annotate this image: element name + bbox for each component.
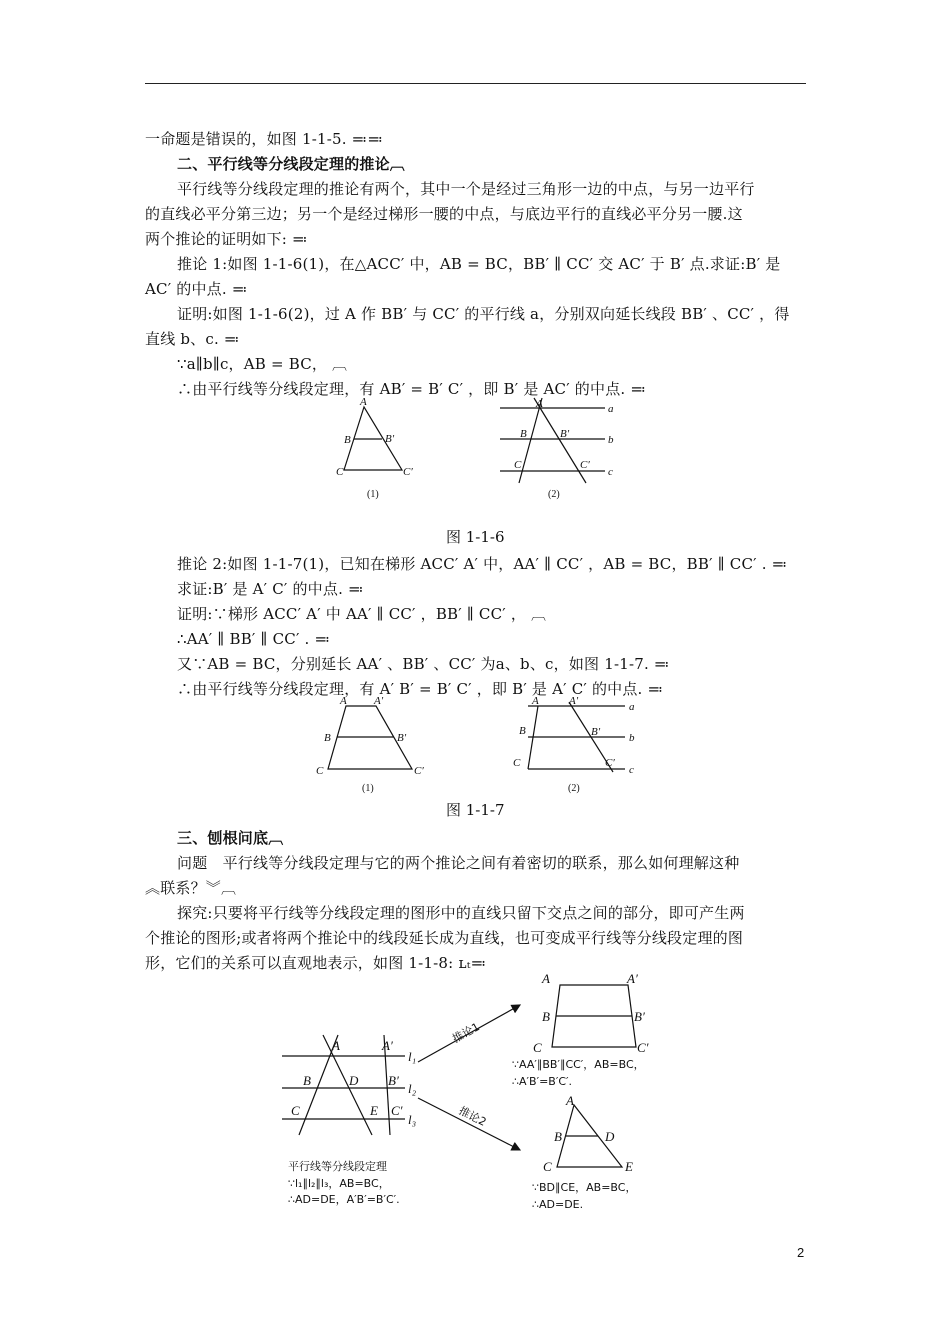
text-line: 推论 2:如图 1-1-7(1)，已知在梯形 ACC′ A′ 中，AA′ ∥ CC′ ，AB = BC，BB′ ∥ CC′ . ≕ (177, 555, 788, 573)
svg-text:C: C (513, 757, 521, 769)
svg-text:A: A (532, 695, 539, 707)
svg-text:a: a (608, 403, 614, 415)
text-line: ∵a∥b∥c，AB = BC， ︹ (177, 355, 348, 373)
text-line: 平行线等分线段定理的推论有两个，其中一个是经过三角形一边的中点，与另一边平行 (177, 180, 755, 198)
svg-text:C: C (543, 1159, 552, 1174)
fig8-c1-given: ∵AA′∥BB′∥CC′，AB=BC， (512, 1058, 645, 1071)
text-line: ∴由平行线等分线段定理，有 A′ B′ = B′ C′ ，即 B′ 是 A′ C′ 的中点. ≕ (177, 680, 664, 698)
section-heading: 三、刨根问底︹ (177, 829, 284, 847)
svg-text:c: c (608, 466, 613, 478)
figure-1-1-6-2 (490, 395, 630, 505)
header-rule (145, 83, 806, 84)
svg-text:A: A (332, 1038, 340, 1053)
svg-text:D: D (605, 1129, 615, 1144)
text-line: 两个推论的证明如下: ≕ (145, 230, 308, 248)
svg-text:E: E (370, 1103, 378, 1118)
sub-label: (2) (548, 489, 560, 500)
svg-text:B: B (324, 732, 331, 744)
svg-text:B: B (519, 725, 526, 737)
text-line: ∴AA′ ∥ BB′ ∥ CC′ . ≕ (177, 630, 331, 648)
arrow-label: 推论1 (450, 1020, 482, 1046)
svg-text:l₃: l₃ (408, 1112, 417, 1127)
figure-caption: 图 1-1-7 (446, 801, 505, 819)
sub-label: (1) (362, 783, 374, 794)
figure-caption: 图 1-1-6 (446, 528, 505, 546)
svg-text:B′: B′ (388, 1073, 399, 1088)
text-line: 推论 1:如图 1-1-6(1)，在△ACC′ 中，AB = BC，BB′ ∥ CC′ 交 AC′ 于 B′ 点.求证:B′ 是 (177, 255, 781, 273)
fig8-c2-conclusion: ∴AD=DE. (532, 1198, 584, 1211)
svg-text:A: A (536, 398, 543, 410)
text-line: 的直线必平分第三边；另一个是经过梯形一腰的中点，与底边平行的直线必平分另一腰.这 (145, 205, 743, 223)
text-line: 形，它们的关系可以直观地表示，如图 1-1-8: ʟₜ≕ (145, 954, 487, 972)
svg-text:l₂: l₂ (408, 1081, 417, 1096)
figure-1-1-7-2 (505, 692, 645, 797)
text-line: 探究:只要将平行线等分线段定理的图形中的直线只留下交点之间的部分，即可产生两 (177, 904, 745, 922)
svg-text:B: B (303, 1073, 311, 1088)
section-heading: 二、平行线等分线段定理的推论︹ (177, 155, 406, 173)
svg-text:C: C (291, 1103, 300, 1118)
svg-text:B: B (554, 1129, 562, 1144)
fig8-c2-given: ∵BD∥CE，AB=BC， (532, 1181, 637, 1194)
svg-text:C′: C′ (414, 765, 424, 777)
text-line: 又∵AB = BC，分别延长 AA′ 、BB′ 、CC′ 为a、b、c，如图 1-1-7. ≕ (177, 655, 670, 673)
svg-text:A: A (340, 695, 347, 707)
fig8-main-conclusion: ∴AD=DE，A′B′=B′C′. (288, 1193, 400, 1206)
figure-1-1-8 (270, 965, 690, 1225)
svg-text:D: D (349, 1073, 359, 1088)
fig8-main-title: 平行线等分线段定理 (288, 1160, 387, 1173)
svg-text:C: C (514, 459, 522, 471)
text-line: 证明:∵梯形 ACC′ A′ 中 AA′ ∥ CC′ ，BB′ ∥ CC′ ， ︹ (177, 605, 547, 623)
svg-text:a: a (629, 701, 635, 713)
svg-text:b: b (608, 434, 614, 446)
svg-text:B: B (542, 1009, 550, 1024)
arrow-label: 推论2 (456, 1104, 489, 1129)
svg-text:A′: A′ (569, 695, 579, 707)
text-line: 问题 平行线等分线段定理与它的两个推论之间有着密切的联系，那么如何理解这种 (177, 854, 740, 872)
text-line: 证明:如图 1-1-6(2)，过 A 作 BB′ 与 CC′ 的平行线 a，分别双向延长线段 BB′ 、CC′ ，得 (177, 305, 790, 323)
figure-1-1-6-1 (330, 395, 430, 505)
svg-text:C′: C′ (580, 459, 590, 471)
svg-text:A′: A′ (627, 971, 638, 986)
svg-text:B′: B′ (560, 428, 570, 440)
fig8-main-given: ∵l₁∥l₂∥l₃，AB=BC， (288, 1177, 390, 1190)
text-line: ︽联系？︾︹ (145, 879, 237, 897)
sub-label: (2) (568, 783, 580, 794)
svg-text:B: B (344, 434, 351, 446)
sub-label: (1) (367, 489, 379, 500)
svg-text:A: A (542, 971, 550, 986)
svg-text:C: C (533, 1040, 542, 1055)
svg-text:A′: A′ (374, 695, 384, 707)
svg-text:C′: C′ (637, 1040, 649, 1055)
svg-text:B′: B′ (397, 732, 407, 744)
text-line: 直线 b、c. ≕ (145, 330, 240, 348)
text-line: AC′ 的中点. ≕ (145, 280, 248, 298)
svg-text:B′: B′ (385, 433, 395, 445)
svg-text:B′: B′ (591, 726, 601, 738)
svg-text:c: c (629, 764, 634, 776)
svg-text:C′: C′ (605, 757, 615, 769)
svg-text:C: C (316, 765, 324, 777)
fig8-c1-conclusion: ∴A′B′=B′C′. (512, 1075, 573, 1088)
svg-text:l₁: l₁ (408, 1049, 417, 1064)
svg-text:b: b (629, 732, 635, 744)
svg-text:E: E (625, 1159, 633, 1174)
svg-text:A′: A′ (382, 1038, 393, 1053)
svg-text:A: A (566, 1093, 574, 1108)
text-line: 个推论的图形;或者将两个推论中的线段延长成为直线，也可变成平行线等分线段定理的图 (145, 929, 744, 947)
svg-text:B: B (520, 428, 527, 440)
text-line: 一命题是错误的，如图 1-1-5. ≕≕ (145, 130, 384, 148)
svg-text:C′: C′ (403, 466, 413, 478)
svg-text:B′: B′ (634, 1009, 645, 1024)
page-number: 2 (797, 1245, 805, 1260)
text-line: 求证:B′ 是 A′ C′ 的中点. ≕ (177, 580, 364, 598)
figure-1-1-7-1 (310, 692, 430, 797)
svg-text:C′: C′ (391, 1103, 403, 1118)
svg-text:C: C (336, 466, 344, 478)
svg-text:A: A (360, 396, 367, 408)
text-line: ∴由平行线等分线段定理，有 AB′ = B′ C′ ，即 B′ 是 AC′ 的中点. ≕ (177, 380, 647, 398)
